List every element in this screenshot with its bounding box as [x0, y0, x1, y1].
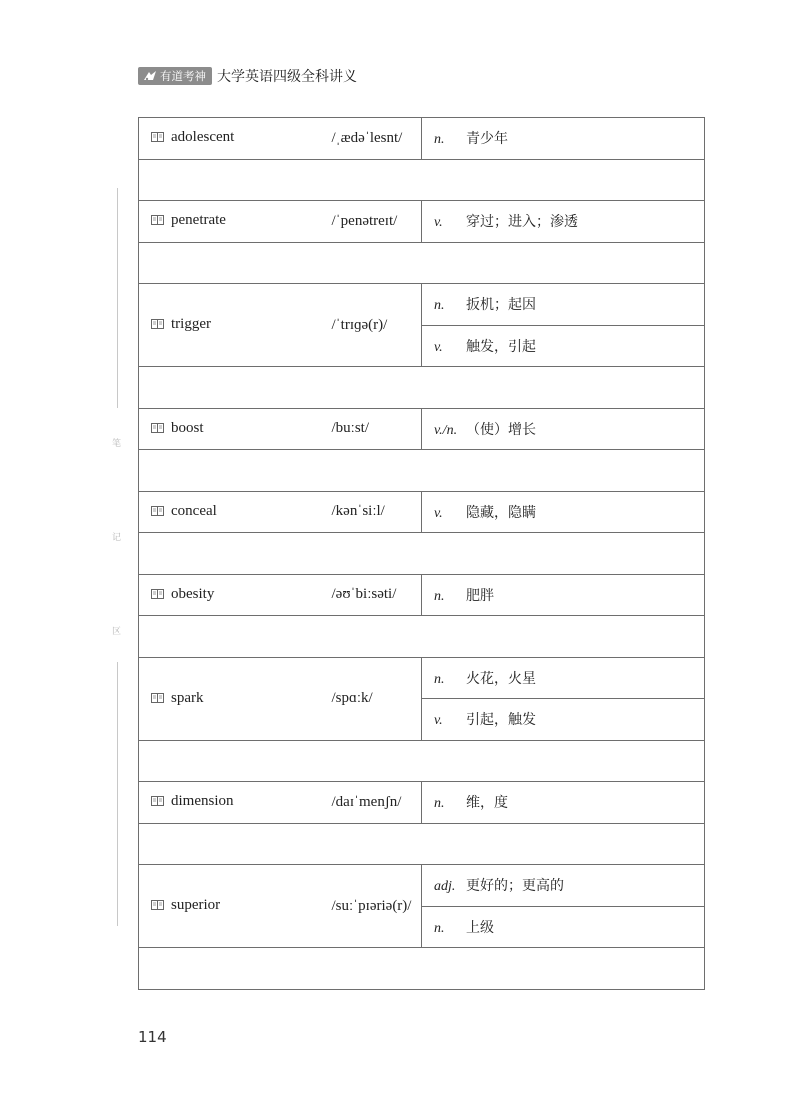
phonetic-cell: /ˌædəˈlesnt/ — [332, 118, 422, 160]
part-of-speech: v. — [434, 713, 443, 729]
note-space[interactable] — [139, 616, 705, 658]
definition-cell — [422, 782, 705, 824]
definition-cell — [422, 325, 705, 367]
phonetic-cell: /kənˈsiːl/ — [332, 491, 422, 533]
definition-cell — [422, 906, 705, 948]
vocab-entry-row — [139, 782, 705, 824]
page-number: 114 — [138, 1028, 167, 1046]
meaning-text: 触发，引起 — [466, 338, 536, 355]
note-row — [139, 948, 705, 990]
phonetic-cell: /ˈtrɪɡə(r)/ — [332, 284, 422, 367]
meaning-text: 青少年 — [466, 131, 508, 148]
phonetic-cell: /spɑːk/ — [332, 657, 422, 740]
word-cell — [139, 284, 332, 367]
vocab-entry-row — [139, 865, 705, 907]
word-text: adolescent — [171, 129, 235, 146]
note-space[interactable] — [139, 740, 705, 782]
definition-cell — [422, 408, 705, 450]
note-space[interactable] — [139, 823, 705, 865]
vocab-entry-row — [139, 491, 705, 533]
meaning-text: 引起，触发 — [466, 712, 536, 729]
margin-line-bottom — [117, 662, 118, 926]
vocab-entry-row — [139, 118, 705, 160]
word-cell — [139, 782, 332, 824]
side-note-char: 区 — [112, 627, 122, 637]
side-note-char: 笔 — [112, 439, 122, 449]
phonetic-cell: /suːˈpɪəriə(r)/ — [332, 865, 422, 948]
part-of-speech: n. — [434, 920, 445, 936]
word-text: trigger — [171, 316, 211, 332]
book-icon — [151, 794, 164, 811]
book-icon — [151, 213, 164, 230]
book-icon — [151, 504, 164, 521]
book-icon — [151, 898, 164, 915]
meaning-text: 扳机；起因 — [466, 297, 536, 314]
word-text: obesity — [171, 585, 215, 602]
part-of-speech: v. — [434, 215, 443, 231]
part-of-speech: n. — [434, 671, 445, 687]
part-of-speech: n. — [434, 588, 445, 604]
meaning-text: 火花，火星 — [466, 670, 536, 687]
meaning-text: 更好的；更高的 — [466, 878, 564, 895]
word-cell — [139, 118, 332, 160]
page-header — [138, 66, 357, 86]
meaning-text: （使）增长 — [466, 421, 536, 438]
book-icon — [151, 130, 164, 147]
note-row — [139, 616, 705, 658]
word-text: penetrate — [171, 212, 226, 229]
part-of-speech: n. — [434, 132, 445, 148]
word-cell — [139, 657, 332, 740]
definition-cell — [422, 865, 705, 907]
word-text: spark — [171, 689, 204, 706]
side-note-char: 记 — [112, 533, 122, 543]
word-text: dimension — [171, 793, 234, 810]
note-space[interactable] — [139, 367, 705, 409]
phonetic-cell: /ˈpenətreɪt/ — [332, 201, 422, 243]
meaning-text: 维，度 — [466, 795, 508, 812]
part-of-speech: adj. — [434, 879, 456, 895]
meaning-text: 上级 — [466, 919, 494, 936]
word-text: boost — [171, 419, 204, 436]
vocab-entry-row — [139, 657, 705, 699]
note-space[interactable] — [139, 242, 705, 284]
part-of-speech: n. — [434, 298, 445, 314]
book-icon — [151, 587, 164, 604]
book-icon — [151, 691, 164, 708]
brand-badge — [138, 67, 212, 85]
word-cell — [139, 491, 332, 533]
note-space[interactable] — [139, 948, 705, 990]
note-row — [139, 367, 705, 409]
brand-logo-icon — [143, 70, 157, 82]
word-text: superior — [171, 897, 221, 913]
note-row — [139, 823, 705, 865]
book-title: 大学英语四级全科讲义 — [217, 69, 357, 85]
word-cell — [139, 865, 332, 948]
word-cell — [139, 201, 332, 243]
note-space[interactable] — [139, 159, 705, 201]
part-of-speech: v. — [434, 505, 443, 521]
part-of-speech: v./n. — [434, 422, 458, 438]
phonetic-cell: /daɪˈmenʃn/ — [332, 782, 422, 824]
definition-cell — [422, 201, 705, 243]
meaning-text: 隐藏，隐瞒 — [466, 504, 536, 521]
definition-cell — [422, 699, 705, 741]
word-cell — [139, 408, 332, 450]
vocab-table — [138, 117, 705, 990]
note-row — [139, 450, 705, 492]
vocab-entry-row — [139, 284, 705, 326]
note-row — [139, 740, 705, 782]
margin-line-top — [117, 188, 118, 408]
phonetic-cell: /buːst/ — [332, 408, 422, 450]
word-cell — [139, 574, 332, 616]
book-icon — [151, 421, 164, 438]
phonetic-cell: /əʊˈbiːsəti/ — [332, 574, 422, 616]
definition-cell — [422, 574, 705, 616]
vocab-entry-row — [139, 408, 705, 450]
note-space[interactable] — [139, 450, 705, 492]
part-of-speech: v. — [434, 339, 443, 355]
vocab-entry-row — [139, 574, 705, 616]
book-icon — [151, 317, 164, 334]
definition-cell — [422, 657, 705, 699]
brand-name: 有道考神 — [160, 69, 206, 83]
note-row — [139, 242, 705, 284]
vocab-entry-row — [139, 201, 705, 243]
note-row — [139, 159, 705, 201]
meaning-text: 穿过；进入；渗透 — [466, 214, 578, 231]
definition-cell — [422, 118, 705, 160]
word-text: conceal — [171, 502, 217, 519]
note-space[interactable] — [139, 533, 705, 575]
part-of-speech: n. — [434, 796, 445, 812]
definition-cell — [422, 284, 705, 326]
definition-cell — [422, 491, 705, 533]
note-row — [139, 533, 705, 575]
meaning-text: 肥胖 — [466, 587, 494, 604]
